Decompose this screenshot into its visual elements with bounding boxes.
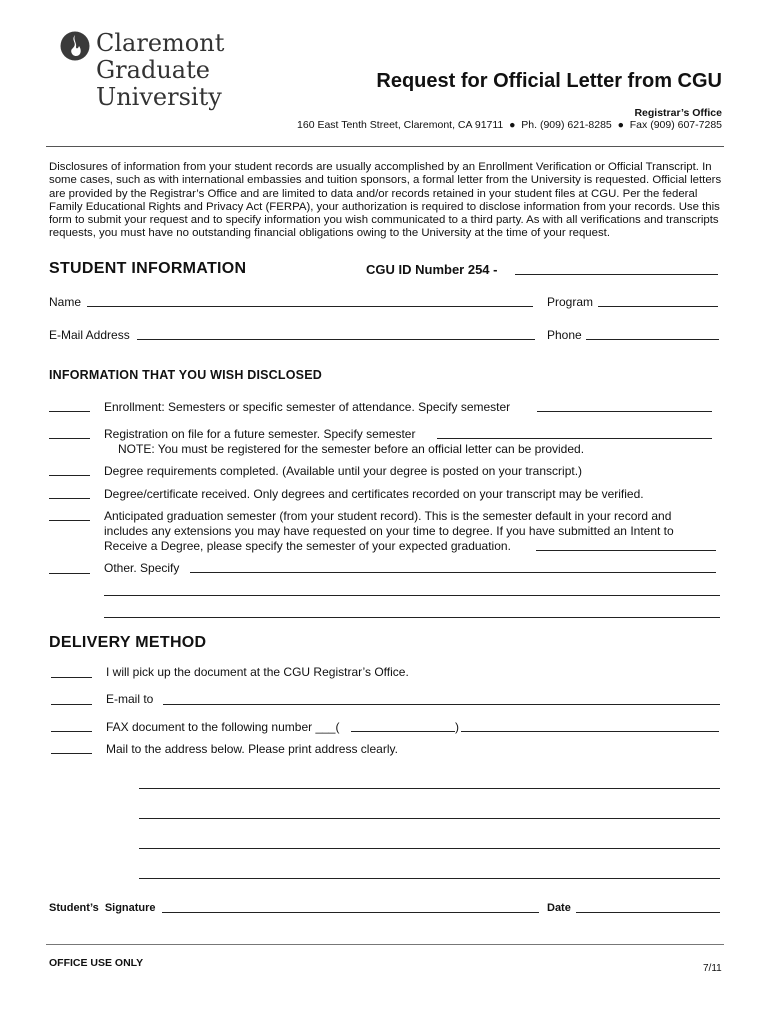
fax-number-field[interactable] <box>461 731 719 732</box>
other-extra-line-2[interactable] <box>104 617 720 618</box>
form-version: 7/11 <box>703 963 722 974</box>
intro-line: form to submit your request and to specify information you wish communicated to a third party. As with all verifications and transcripts <box>49 214 719 227</box>
intro-line: requests, you must have no outstanding financial obligations owing to the University at the time of your request. <box>49 227 610 240</box>
pickup-checkbox-line[interactable] <box>51 677 92 678</box>
registration-checkbox-line[interactable] <box>49 438 90 439</box>
header-divider <box>46 146 724 147</box>
email-label: E-Mail Address <box>49 328 130 342</box>
graduation-checkbox-line[interactable] <box>49 520 90 521</box>
phone-field[interactable] <box>586 339 719 340</box>
degree-requirements-text: Degree requirements completed. (Available until your degree is posted on your transcript.) <box>104 464 583 478</box>
program-label: Program <box>547 295 594 309</box>
registration-option-text: Registration on file for a future semester. Specify semester <box>104 427 416 441</box>
fax-checkbox-line[interactable] <box>51 731 92 732</box>
enrollment-semester-field[interactable] <box>537 411 712 412</box>
graduation-text-line-3: Receive a Degree, please specify the semester of your expected graduation. <box>104 539 511 553</box>
fax-close-paren: ) <box>455 720 459 734</box>
student-info-heading: STUDENT INFORMATION <box>49 260 247 277</box>
university-logo <box>60 30 240 122</box>
email-delivery-field[interactable] <box>163 704 720 705</box>
signature-field[interactable] <box>162 912 539 913</box>
intro-line: Family Educational Rights and Privacy Act (FERPA), your authorization is required to disclose information from your records. Use this <box>49 200 720 213</box>
email-delivery-text: E-mail to <box>106 692 154 706</box>
cgu-id-label: CGU ID Number 254 - <box>366 262 498 277</box>
mail-address-line-3[interactable] <box>139 848 720 849</box>
logo-line-1: Claremont <box>96 29 225 57</box>
footer-divider <box>46 944 724 945</box>
degree-requirements-checkbox-line[interactable] <box>49 475 90 476</box>
intro-line: are provided by the Registrar’s Office and are limited to data and/or records retained in your student files at CGU. Per the federal <box>49 187 698 200</box>
program-field[interactable] <box>598 306 718 307</box>
date-label: Date <box>547 902 571 914</box>
logo-line-2: Graduate <box>96 56 210 84</box>
degree-received-checkbox-line[interactable] <box>49 498 90 499</box>
pickup-option-text: I will pick up the document at the CGU Registrar’s Office. <box>106 665 409 679</box>
disclosed-heading: INFORMATION THAT YOU WISH DISCLOSED <box>49 368 322 382</box>
flame-seal-icon <box>60 30 90 62</box>
registration-note: NOTE: You must be registered for the semester before an official letter can be provided. <box>118 442 585 456</box>
mail-address-line-4[interactable] <box>139 878 720 879</box>
intro-paragraph <box>49 161 721 241</box>
page-title: Request for Official Letter from CGU <box>376 70 722 92</box>
graduation-semester-field[interactable] <box>536 550 716 551</box>
enrollment-checkbox-line[interactable] <box>49 411 90 412</box>
email-delivery-checkbox-line[interactable] <box>51 704 92 705</box>
office-name: Registrar’s Office <box>634 107 722 119</box>
mail-option-text: Mail to the address below. Please print address clearly. <box>106 742 398 756</box>
cgu-id-field[interactable] <box>515 274 718 275</box>
name-field[interactable] <box>87 306 533 307</box>
registration-semester-field[interactable] <box>437 438 712 439</box>
delivery-heading: DELIVERY METHOD <box>49 634 207 651</box>
intro-line: Disclosures of information from your student records are usually accomplished by an Enrollment Verification or Official Transcript. In <box>49 161 712 173</box>
mail-address-line-2[interactable] <box>139 818 720 819</box>
office-use-label: OFFICE USE ONLY <box>49 957 144 969</box>
other-checkbox-line[interactable] <box>49 573 90 574</box>
other-specify-field[interactable] <box>190 572 716 573</box>
fax-option-text: FAX document to the following number ___( <box>106 720 340 734</box>
fax-area-code-field[interactable] <box>351 731 455 732</box>
degree-received-text: Degree/certificate received. Only degrees and certificates recorded on your transcript may be verified. <box>104 487 644 501</box>
other-option-text: Other. Specify <box>104 561 180 575</box>
date-field[interactable] <box>576 912 720 913</box>
office-address: 160 East Tenth Street, Claremont, CA 91711 ● Ph. (909) 621-8285 ● Fax (909) 607-7285 <box>297 119 722 131</box>
mail-checkbox-line[interactable] <box>51 753 92 754</box>
signature-label: Student’s Signature <box>49 902 156 914</box>
enrollment-option-text: Enrollment: Semesters or specific semester of attendance. Specify semester <box>104 400 511 414</box>
name-label: Name <box>49 295 82 309</box>
logo-line-3: University <box>96 83 222 111</box>
mail-address-line-1[interactable] <box>139 788 720 789</box>
phone-label: Phone <box>547 328 582 342</box>
other-extra-line-1[interactable] <box>104 595 720 596</box>
graduation-text-line-2: includes any extensions you may have requested on your time to degree. If you have submitted an Intent to <box>104 524 674 538</box>
intro-line: some cases, such as with international embassies and tuition sponsors, a formal letter from the University is requested. Official letters <box>49 174 722 187</box>
graduation-text-line-1: Anticipated graduation semester (from your student record). This is the semester default in your record and <box>104 509 672 523</box>
email-field[interactable] <box>137 339 535 340</box>
